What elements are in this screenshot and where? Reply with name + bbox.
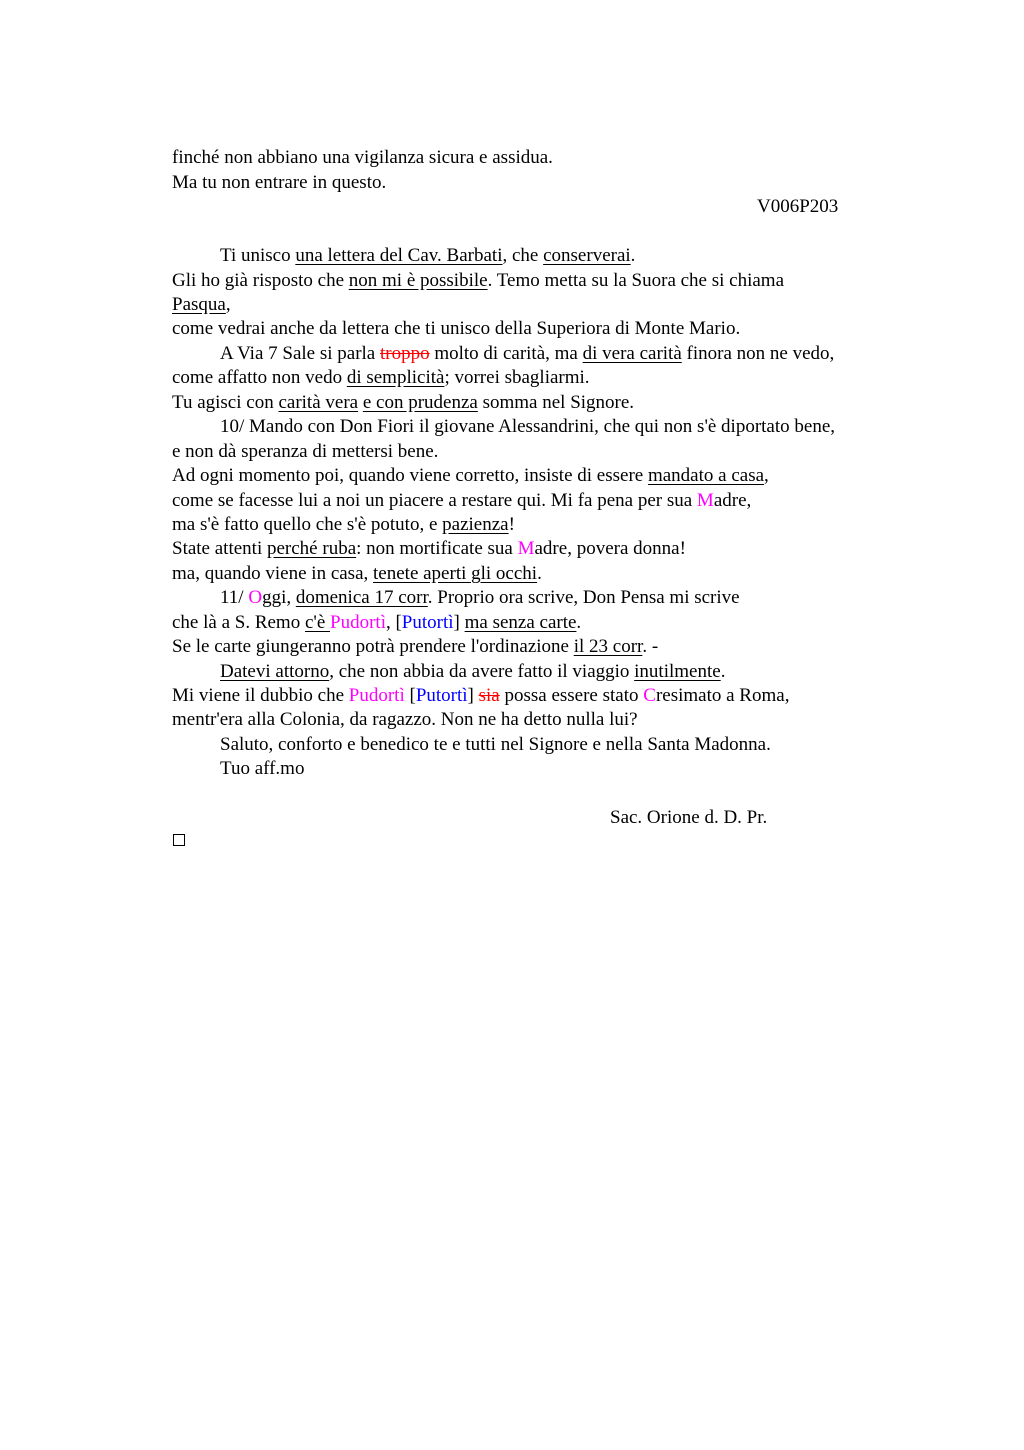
text-segment: Ad ogni momento poi, quando viene corretto, insiste di essere [172, 465, 648, 486]
text-line [172, 563, 542, 585]
text-line [172, 172, 386, 194]
text-line [220, 343, 834, 365]
text-segment: ] [453, 612, 465, 633]
text-line [172, 392, 634, 414]
text-segment: possa essere stato [499, 685, 644, 706]
text-segment: Mi viene il dubbio che [172, 685, 349, 706]
text-segment: , che non abbia da avere fatto il viaggio [329, 661, 635, 682]
underlined-text: il 23 corr [573, 636, 643, 657]
underlined-text: c'è [304, 612, 331, 633]
text-segment: , che [502, 245, 544, 266]
text-segment: che là a S. Remo [172, 612, 305, 633]
text-segment: ma, quando viene in casa, [172, 563, 374, 584]
text-line [220, 734, 771, 756]
line-text: e non dà speranza di mettersi bene. [172, 441, 439, 462]
line-text: mentr'era alla Colonia, da ragazzo. Non ne ha detto nulla lui? [172, 709, 638, 730]
text-segment: . [720, 661, 726, 682]
corrected-name: Pudortì [330, 612, 386, 633]
text-line [220, 661, 725, 683]
underlined-text: una lettera del Cav. Barbati [295, 245, 503, 266]
underlined-text: ma senza carte [464, 612, 577, 633]
text-segment: , [ [385, 612, 402, 633]
underlined-text: di semplicità [346, 367, 445, 388]
page-reference [757, 196, 838, 218]
underlined-text: e con prudenza [362, 392, 478, 413]
text-segment: Gli ho già risposto che [172, 270, 349, 291]
underlined-text: carità vera [278, 392, 359, 413]
text-segment: resimato a Roma, [655, 685, 790, 706]
reference-code: V006P203 [757, 196, 839, 217]
text-segment: . Temo metta su la Suora che si chiama [487, 270, 785, 291]
underlined-text: pazienza [442, 514, 509, 535]
text-segment: 11/ [220, 587, 249, 608]
text-segment: ma s'è fatto quello che s'è potuto, e [172, 514, 443, 535]
text-segment: come se facesse lui a noi un piacere a restare qui. Mi fa pena per sua [172, 490, 697, 511]
text-line [172, 318, 740, 340]
text-line [220, 245, 635, 267]
text-line [172, 636, 658, 658]
corrected-letter: M [517, 538, 535, 559]
underlined-text: tenete aperti gli occhi [373, 563, 538, 584]
signature-text: Sac. Orione d. D. Pr. [610, 807, 768, 828]
text-segment: Tu agisci con [172, 392, 279, 413]
text-segment: , [764, 465, 769, 486]
text-segment: A Via 7 Sale si parla [220, 343, 380, 364]
text-segment: State attenti [172, 538, 267, 559]
text-line [172, 612, 581, 634]
text-segment: : non mortificate sua [356, 538, 518, 559]
text-segment: . [576, 612, 582, 633]
line-text: 10/ Mando con Don Fiori il giovane Alessandrini, che qui non s'è diportato bene, [220, 416, 836, 437]
corrected-letter: M [696, 490, 714, 511]
text-line [172, 514, 515, 536]
text-line [220, 416, 835, 438]
underlined-text: non mi è possibile [348, 270, 488, 291]
corrected-letter: C [643, 685, 656, 706]
variant-name: Putortì [401, 612, 454, 633]
text-segment: . [537, 563, 542, 584]
underlined-text: di vera carità [582, 343, 682, 364]
underlined-text: conserverai [543, 245, 631, 266]
text-line [172, 538, 686, 560]
closing-text: Tuo aff.mo [220, 758, 305, 779]
signature [610, 807, 767, 829]
underlined-text: mandato a casa [647, 465, 765, 486]
text-segment: ] [467, 685, 479, 706]
line-text: finché non abbiano una vigilanza sicura e assidua. [172, 147, 553, 168]
text-line [172, 465, 769, 487]
underlined-text: Datevi attorno [220, 661, 330, 682]
text-line [172, 441, 438, 463]
text-segment: . [630, 245, 636, 266]
deleted-text: sia [478, 685, 500, 706]
text-segment: come affatto non vedo [172, 367, 347, 388]
underlined-text: inutilmente [634, 661, 721, 682]
text-segment: ggi, [262, 587, 296, 608]
text-segment: molto di carità, ma [429, 343, 583, 364]
underlined-text: Pasqua [172, 294, 226, 315]
text-segment: adre, povera donna! [534, 538, 686, 559]
variant-name: Putortì [415, 685, 468, 706]
text-line [172, 270, 784, 292]
line-text: Ma tu non entrare in questo. [172, 172, 387, 193]
text-segment: . Proprio ora scrive, Don Pensa mi scrive [427, 587, 740, 608]
text-line [172, 709, 638, 731]
underlined-text: perché ruba [266, 538, 357, 559]
underlined-text: domenica 17 corr [295, 587, 428, 608]
text-line [172, 685, 789, 707]
closing-line [220, 758, 304, 780]
text-line [220, 587, 740, 609]
text-segment: Se le carte giungeranno potrà prendere l'ordinazione [172, 636, 574, 657]
text-segment: [ [404, 685, 416, 706]
corrected-name: Pudortì [348, 685, 405, 706]
checkbox-square-icon [173, 834, 185, 846]
text-segment: somma nel Signore. [477, 392, 635, 413]
text-line [172, 294, 231, 316]
text-segment: . - [642, 636, 659, 657]
text-segment: , [225, 294, 231, 315]
text-segment: finora non ne vedo, [681, 343, 835, 364]
text-line [172, 490, 751, 512]
text-line [172, 147, 553, 169]
deleted-text: troppo [379, 343, 430, 364]
text-segment: ; vorrei sbagliarmi. [444, 367, 590, 388]
text-segment: Ti unisco [220, 245, 296, 266]
text-segment: adre, [713, 490, 752, 511]
text-line [172, 367, 590, 389]
text-segment: ! [508, 514, 515, 535]
line-text: Saluto, conforto e benedico te e tutti nel Signore e nella Santa Madonna. [220, 734, 771, 755]
corrected-letter: O [248, 587, 263, 608]
line-text: come vedrai anche da lettera che ti unisco della Superiora di Monte Mario. [172, 318, 741, 339]
